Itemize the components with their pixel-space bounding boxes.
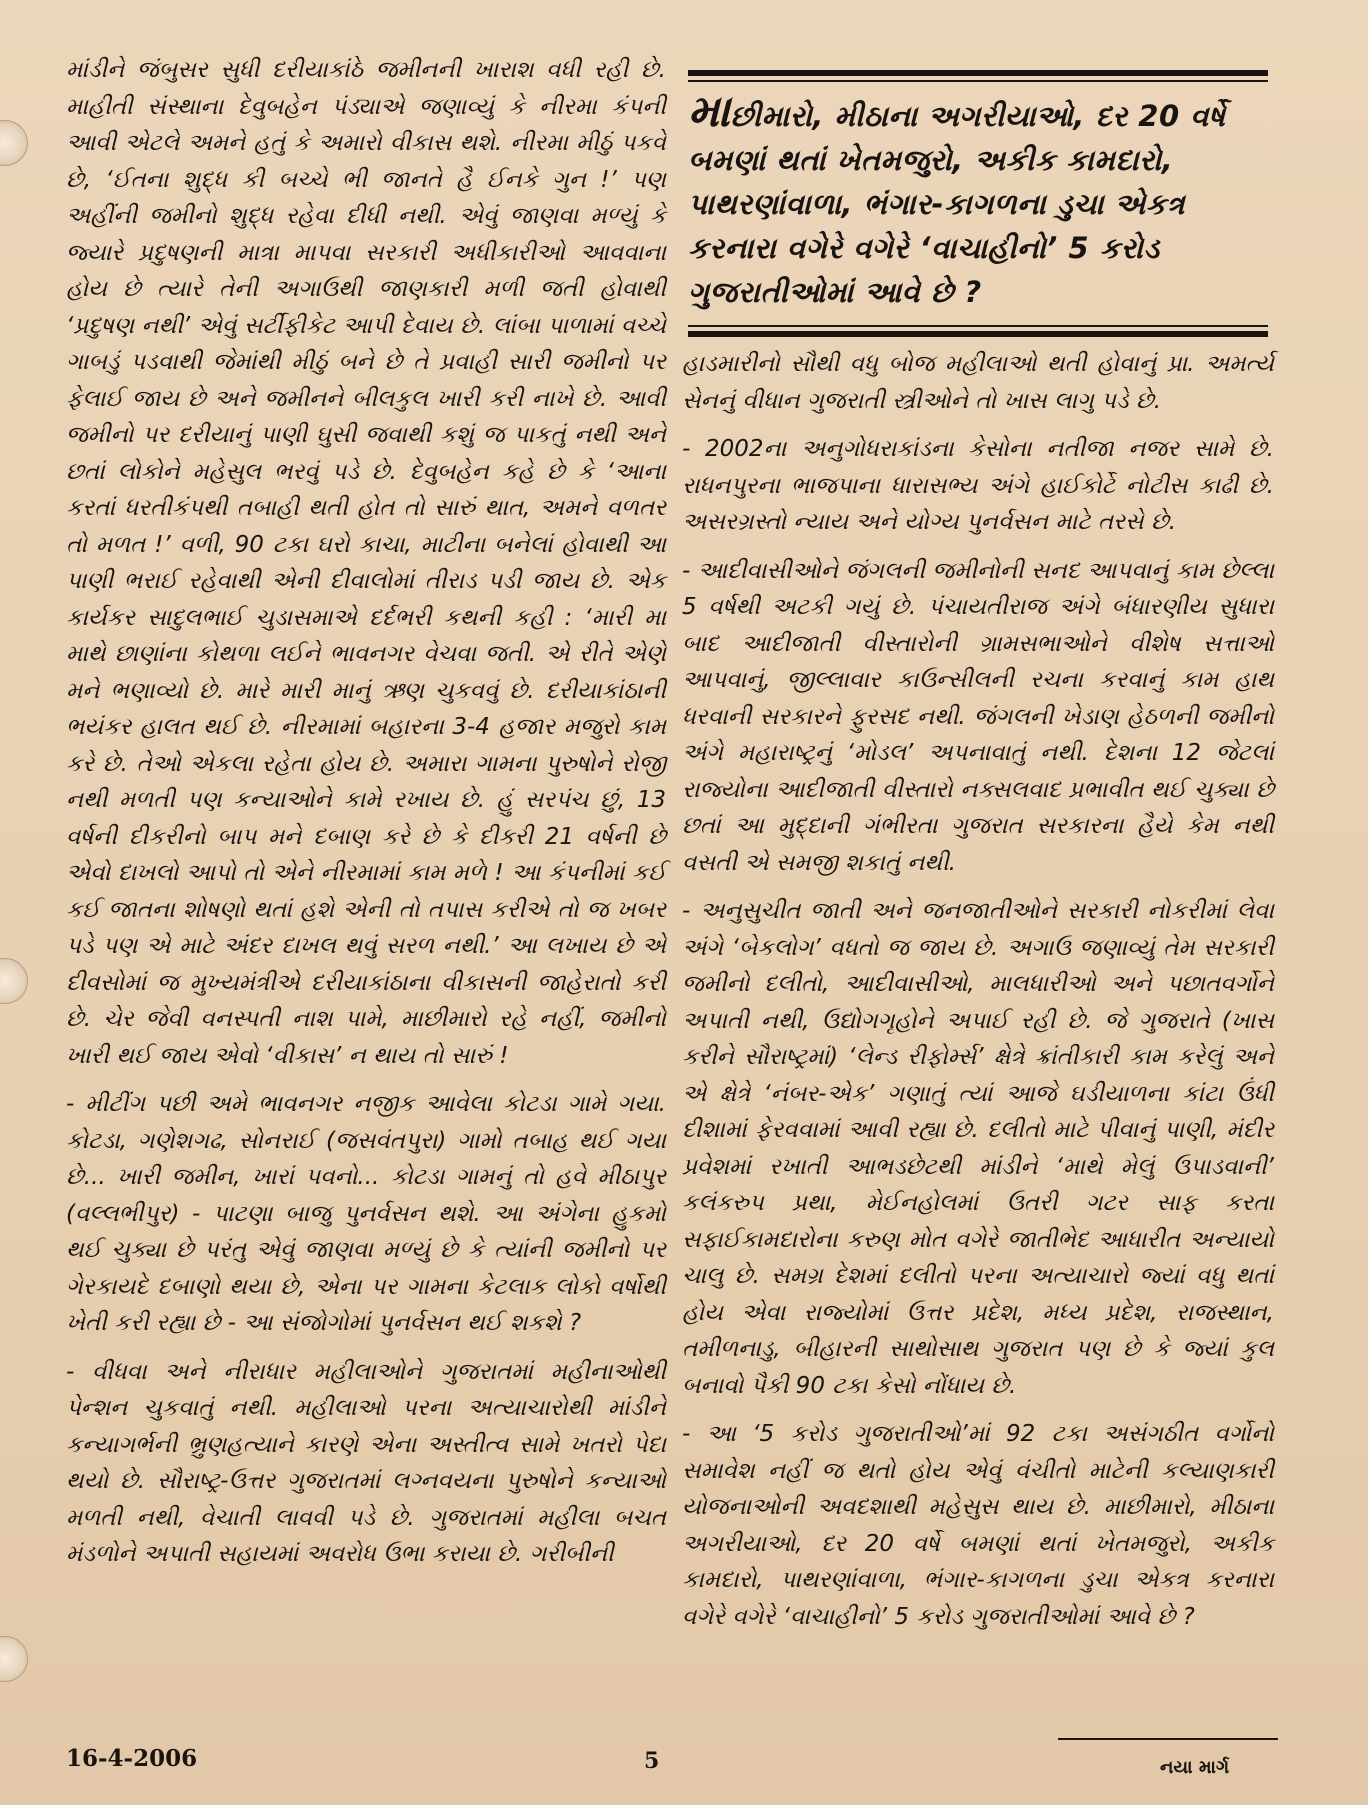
paragraph: હાડમારીનો સૌથી વધુ બોજ મહીલાઓ થતી હોવાનું પ્રા. અમર્ત્ય સેનનું વીધાન ગુજરાતી સ્ત્રીઓને તો ખાસ લાગુ પડે છે. [682, 351, 1274, 414]
paragraph: માંડીને જંબુસર સુધી દરીયાકાંઠે જમીનની ખારાશ વધી રહી છે. માહીતી સંસ્થાના દેવુબહેન પંડ્યાએ જણાવ્યું કે નીરમા કંપની આવી એટલે અમને હતું કે અમારો વીકાસ થશે. નીરમા મીઠું પકવે છે, ‘ઈતના શુદ્ધ કી બચ્ચે ભી જાનતે હૈ ઈનકે ગુન !’ પણ અહીંની જમીનો શુદ્ધ રહેવા દીધી નથી. એવું જાણવા મળ્યું કે જ્યારે પ્રદુષણની માત્રા માપવા સરકારી અધીકારીઓ આવવાના હોય છે ત્યારે તેની અગાઉથી જાણકારી મળી જતી હોવાથી ‘પ્રદુષણ નથી’ એવું સર્ટીફીકેટ આપી દેવાય છે. લાંબા પાળામાં વચ્ચે ગાબડું પડવાથી જેમાંથી મીઠું બને છે તે પ્રવાહી સારી જમીનો પર ફેલાઈ જાય છે અને જમીનને બીલકુલ ખારી કરી નાખે છે. આવી જમીનો પર દરીયાનું પાણી ઘુસી જવાથી કશું જ પાકતું નથી અને છતાં લોકોને મહેસુલ ભરવું પડે છે. દેવુબહેન કહે છે કે ‘આના કરતાં ધરતીકંપથી તબાહી થતી હોત તો સારું થાત, અમને વળતર તો મળત !’ વળી, 90 ટકા ઘરો કાચા, માટીના બનેલાં હોવાથી આ પાણી ભરાઈ રહેવાથી એની દીવાલોમાં તીરાડ પડી જાય છે. એક કાર્યકર સાદુલભાઈ ચુડાસમાએ દર્દભરી કથની કહી : ‘મારી મા માથે છાણાંના કોથળા લઈને ભાવનગર વેચવા જતી. એ રીતે એણે મને ભણાવ્યો છે. મારે મારી માનું ઋણ ચુકવવું છે. દરીયાકાંઠાની ભયંકર હાલત થઈ છે. નીરમામાં બહારના 3-4 હજાર મજુરો કામ કરે છે. તેઓ એકલા રહેતા હોય છે. અમારા ગામના પુરુષોને રોજી નથી મળતી પણ કન્યાઓને કામે રખાય છે. હું સરપંચ છું, 13 વર્ષની દીકરીનો બાપ મને દબાણ કરે છે કે દીકરી 21 વર્ષની છે એવો દાખલો આપો તો એને નીરમામાં કામ મળે ! આ કંપનીમાં કઈ કઈ જાતના શોષણો થતાં હશે એની તો તપાસ કરીએ તો જ ખબર પડે પણ એ માટે અંદર દાખલ થવું સરળ નથી.’ આ લખાય છે એ દીવસોમાં જ મુખ્યમંત્રીએ દરીયાકાંઠાના વીકાસની જાહેરાતો કરી છે. ચેર જેવી વનસ્પતી નાશ પામે, માછીમારો રહે નહીં, જમીનો ખારી થઈ જાય એવો ‘વીકાસ’ ન થાય તો સારું ! [66, 57, 666, 1069]
paragraph: - અનુસુચીત જાતી અને જનજાતીઓને સરકારી નોકરીમાં લેવા અંગે ‘બેકલોગ’ વધતો જ જાય છે. અગાઉ જણાવ્યું તેમ સરકારી જમીનો દલીતો, આદીવાસીઓ, માલધારીઓ અને પછાતવર્ગોને અપાતી નથી, ઉદ્યોગગૃહોને અપાઈ રહી છે. જે ગુજરાતે (ખાસ કરીને સૌરાષ્ટ્રમાં) ‘લેન્ડ રીફોર્મ્સ’ ક્ષેત્રે ક્રાંતીકારી કામ કરેલું અને એ ક્ષેત્રે ‘નંબર-એક’ ગણાતું ત્યાં આજે ઘડીયાળના કાંટા ઉંધી દીશામાં ફેરવવામાં આવી રહ્યા છે. દલીતો માટે પીવાનું પાણી, મંદીર પ્રવેશમાં રખાતી આભડછેટથી માંડીને ‘માથે મેલું ઉપાડવાની’ કલંકરુપ પ્રથા, મેઈનહોલમાં ઉતરી ગટર સાફ કરતા સફાઈકામદારોના કરુણ મોત વગેરે જાતીભેદ આધારીત અન્યાયો ચાલુ છે. સમગ્ર દેશમાં દલીતો પરના અત્યાચારો જ્યાં વધુ થતાં હોય એવા રાજ્યોમાં ઉત્તર પ્રદેશ, મધ્ય પ્રદેશ, રાજસ્થાન, તમીળનાડુ, બીહારની સાથોસાથ ગુજરાત પણ છે કે જ્યાં કુલ બનાવો પૈકી 90 ટકા કેસો નોંધાય છે. [682, 898, 1274, 1399]
paragraph: - 2002ના અનુગોધરાકાંડના કેસોના નતીજા નજર સામે છે. રાધનપુરના ભાજપાના ધારાસભ્ય અંગે હાઈકોર્ટે નોટીસ કાઢી છે. અસરગ્રસ્તો ન્યાય અને યોગ્ય પુનર્વસન માટે તરસે છે. [682, 436, 1274, 535]
pull-quote-top-rule [688, 70, 1268, 76]
pull-quote-bottom-rule-thin [688, 325, 1268, 327]
pull-quote-dropcap: મા [688, 86, 731, 137]
footer-date: 16-4-2006 [66, 1745, 198, 1772]
pull-quote-text: છીમારો, મીઠાના અગરીયાઓ, દર 20 વર્ષે બમણાં થતાં ખેતમજુરો, અકીક કામદારો, પાથરણાંવાળા, ભંગાર-કાગળના ડુચા એકત્ર કરનારા વગેરે વગેરે ‘વાચાહીનો’ 5 કરોડ ગુજરાતીઓમાં આવે છે ? [688, 99, 1226, 309]
binder-hole [0, 1636, 28, 1682]
right-column [682, 346, 1274, 1647]
paragraph: - આદીવાસીઓને જંગલની જમીનોની સનદ આપવાનું કામ છેલ્લા 5 વર્ષથી અટકી ગયું છે. પંચાયતીરાજ અંગે બંધારણીય સુધારા બાદ આદીજાતી વીસ્તારોની ગ્રામસભાઓને વીશેષ સત્તાઓ આપવાનું, જીલ્લાવાર કાઉન્સીલની રચના કરવાનું કામ હાથ ધરવાની સરકારને ફુરસદ નથી. જંગલની ખેડાણ હેઠળની જમીનો અંગે મહારાષ્ટ્રનું ‘મોડલ’ અપનાવાતું નથી. દેશના 12 જેટલાં રાજ્યોના આદીજાતી વીસ્તારો નક્સલવાદ પ્રભાવીત થઈ ચુક્યા છે છતાં આ મુદ્દાની ગંભીરતા ગુજરાત સરકારના હૈયે કેમ નથી વસતી એ સમજી શકાતું નથી. [682, 557, 1274, 876]
pull-quote-top-rule-thin [688, 80, 1268, 82]
left-column [66, 52, 666, 1585]
page-number: 5 [644, 1748, 660, 1774]
paragraph: - વીધવા અને નીરાધાર મહીલાઓને ગુજરાતમાં મહીનાઓથી પેન્શન ચુકવાતું નથી. મહીલાઓ પરના અત્યાચારોથી માંડીને કન્યાગર્ભની ભ્રુણહત્યાને કારણે એના અસ્તીત્વ સામે ખતરો પેદા થયો છે. સૌરાષ્ટ્ર-ઉત્તર ગુજરાતમાં લગ્નવયના પુરુષોને કન્યાઓ મળતી નથી, વેચાતી લાવવી પડે છે. ગુજરાતમાં મહીલા બચત મંડળોને અપાતી સહાયમાં અવરોધ ઉભા કરાયા છે. ગરીબીની [66, 1358, 666, 1567]
paragraph: - મીટીંગ પછી અમે ભાવનગર નજીક આવેલા કોટડા ગામે ગયા. કોટડા, ગણેશગઢ, સોનરાઈ (જસવંતપુરા) ગામો તબાહ થઈ ગયા છે... ખારી જમીન, ખારાં પવનો... કોટડા ગામનું તો હવે મીઠાપુર (વલ્લભીપુર) - પાટણા બાજુ પુનર્વસન થશે. આ અંગેના હુકમો થઈ ચુક્યા છે પરંતુ એવું જાણવા મળ્યું છે કે ત્યાંની જમીનો પર ગેરકાયદે દબાણો થયા છે, એના પર ગામના કેટલાક લોકો વર્ષોથી ખેતી કરી રહ્યા છે - આ સંજોગોમાં પુનર્વસન થઈ શકશે ? [66, 1091, 666, 1336]
pull-quote-bottom-rule [688, 331, 1268, 337]
magazine-name: નયા માર્ગ [1160, 1757, 1230, 1778]
footer-rule [1058, 1738, 1278, 1740]
binder-hole [0, 958, 28, 1004]
paragraph: - આ ‘5 કરોડ ગુજરાતીઓ’માં 92 ટકા અસંગઠીત વર્ગોનો સમાવેશ નહીં જ થતો હોય એવું વંચીતો માટેની કલ્યાણકારી યોજનાઓની અવદશાથી મહેસુસ થાય છે. માછીમારો, મીઠાના અગરીયાઓ, દર 20 વર્ષે બમણાં થતાં ખેતમજુરો, અકીક કામદારો, પાથરણાંવાળા, ભંગાર-કાગળના ડુચા એકત્ર કરનારા વગેરે વગેરે ‘વાચાહીનો’ 5 કરોડ ગુજરાતીઓમાં આવે છે ? [682, 1421, 1274, 1630]
pull-quote [688, 86, 1268, 314]
binder-hole [0, 120, 28, 166]
